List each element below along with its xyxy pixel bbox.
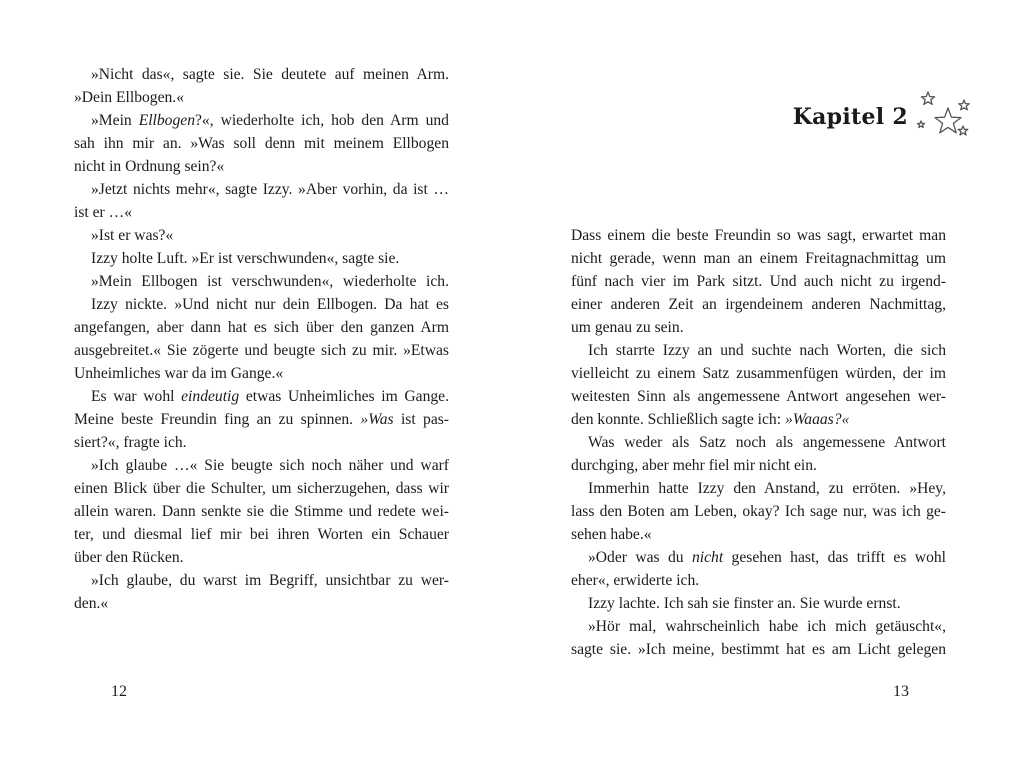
text-line bbox=[571, 454, 946, 477]
star-icon-large bbox=[935, 108, 961, 133]
text-run: Izzy nickte. »Und nicht nur dein Ellbogen. Da hat es bbox=[91, 296, 449, 313]
emphasized-text: nicht bbox=[691, 549, 724, 566]
right-page-text bbox=[571, 224, 946, 661]
text-run: »Dein Ellbogen.« bbox=[74, 89, 185, 106]
emphasized-text: eindeutig bbox=[181, 388, 240, 405]
text-run: Ich starrte Izzy an und suchte nach Worten, die sich bbox=[588, 342, 946, 359]
chapter-title: Kapitel 2 bbox=[792, 104, 908, 130]
text-line bbox=[571, 431, 946, 454]
text-run: einen Blick über die Schulter, um sicherzugehen, dass wir bbox=[74, 480, 449, 497]
text-line bbox=[74, 408, 449, 431]
text-line bbox=[571, 362, 946, 385]
text-line bbox=[74, 523, 449, 546]
text-run: Immerhin hatte Izzy den Anstand, zu erröten. »Hey, bbox=[588, 480, 946, 497]
text-run: Es war wohl bbox=[91, 388, 182, 405]
emphasized-text: »Waaas?« bbox=[784, 411, 850, 428]
text-run: siert?«, fragte ich. bbox=[74, 434, 187, 451]
text-run: allein waren. Dann senkte sie die Stimme und redete wei- bbox=[74, 503, 449, 520]
text-line bbox=[571, 339, 946, 362]
text-line bbox=[74, 362, 449, 385]
text-line bbox=[571, 500, 946, 523]
text-run: Meine beste Freundin fing an zu spinnen. bbox=[74, 411, 361, 428]
text-line bbox=[571, 523, 946, 546]
text-line bbox=[571, 316, 946, 339]
text-line bbox=[74, 569, 449, 592]
text-run: »Mein bbox=[91, 112, 139, 129]
text-line bbox=[74, 316, 449, 339]
text-line bbox=[74, 385, 449, 408]
text-run: nicht gerade, wenn man an einem Freitagnachmittag um bbox=[571, 250, 946, 267]
text-line bbox=[74, 86, 449, 109]
text-run: Izzy holte Luft. »Er ist verschwunden«, sagte sie. bbox=[91, 250, 400, 267]
text-line bbox=[571, 270, 946, 293]
emphasized-text: »Was bbox=[360, 411, 394, 428]
text-line bbox=[571, 385, 946, 408]
text-run: fünf nach vier im Park sitzt. Und auch nicht zu irgend- bbox=[571, 273, 946, 290]
text-line bbox=[571, 546, 946, 569]
decorative-stars-icon bbox=[912, 88, 974, 146]
text-line bbox=[571, 293, 946, 316]
left-page-text bbox=[74, 63, 449, 615]
text-run: lass den Boten am Leben, okay? Ich sage nur, was ich ge- bbox=[571, 503, 946, 520]
text-line bbox=[74, 454, 449, 477]
text-line bbox=[74, 546, 449, 569]
text-run: über den Rücken. bbox=[74, 549, 184, 566]
text-run: »Jetzt nichts mehr«, sagte Izzy. »Aber vorhin, da ist … bbox=[91, 181, 449, 198]
text-line bbox=[74, 247, 449, 270]
text-run: »Oder was du bbox=[588, 549, 692, 566]
text-line bbox=[571, 477, 946, 500]
text-line bbox=[74, 109, 449, 132]
text-run: Unheimliches war da im Gange.« bbox=[74, 365, 284, 382]
text-line bbox=[571, 592, 946, 615]
text-line bbox=[74, 339, 449, 362]
text-line bbox=[571, 638, 946, 661]
text-run: einer anderen Zeit an irgendeinem anderen Nachmittag, bbox=[571, 296, 946, 313]
text-line bbox=[74, 63, 449, 86]
text-run: sah ihn mir an. »Was soll denn mit meinem Ellbogen bbox=[74, 135, 449, 152]
text-run: weitesten Sinn als angemessene Antwort angesehen wer- bbox=[571, 388, 946, 405]
text-run: »Ist er was?« bbox=[91, 227, 174, 244]
emphasized-text: Ellbogen bbox=[138, 112, 195, 129]
text-line bbox=[74, 592, 449, 615]
text-run: »Ich glaube …« Sie beugte sich noch näher und warf bbox=[91, 457, 449, 474]
text-run: Was weder als Satz noch als angemessene Antwort bbox=[588, 434, 946, 451]
text-run: gesehen hast, das trifft es wohl bbox=[723, 549, 946, 566]
text-run: »Mein Ellbogen ist verschwunden«, wiederholte ich. bbox=[91, 273, 449, 290]
text-run: um genau zu sein. bbox=[571, 319, 684, 336]
right-page bbox=[510, 0, 1020, 775]
text-line bbox=[74, 201, 449, 224]
text-line bbox=[74, 178, 449, 201]
star-icon-small-bottom bbox=[958, 126, 968, 135]
text-run: sehen habe.« bbox=[571, 526, 652, 543]
text-run: ter, und diesmal lief mir bei ihren Worten ein Schauer bbox=[74, 526, 449, 543]
text-line bbox=[74, 132, 449, 155]
text-line bbox=[571, 569, 946, 592]
text-run: ?«, wiederholte ich, hob den Arm und bbox=[195, 112, 449, 129]
text-run: »Hör mal, wahrscheinlich habe ich mich getäuscht«, bbox=[588, 618, 946, 635]
text-run: Dass einem die beste Freundin so was sagt, erwartet man bbox=[571, 227, 946, 244]
text-line bbox=[74, 224, 449, 247]
text-run: nicht in Ordnung sein?« bbox=[74, 158, 225, 175]
star-icon-small-right bbox=[959, 100, 969, 110]
text-run: durchging, aber mehr fiel mir nicht ein. bbox=[571, 457, 817, 474]
text-run: »Ich glaube, du warst im Begriff, unsichtbar zu wer- bbox=[91, 572, 449, 589]
text-line bbox=[74, 155, 449, 178]
text-run: den.« bbox=[74, 595, 109, 612]
text-run: angefangen, aber dann hat es sich über den ganzen Arm bbox=[74, 319, 449, 336]
text-line bbox=[571, 615, 946, 638]
page-number-right: 13 bbox=[893, 683, 909, 700]
text-line bbox=[74, 500, 449, 523]
text-run: »Nicht das«, sagte sie. Sie deutete auf meinen Arm. bbox=[91, 66, 449, 83]
text-run: etwas Unheimliches im Gange. bbox=[239, 388, 449, 405]
star-icon-small-top bbox=[921, 92, 934, 104]
text-run: ausgebreitet.« Sie zögerte und beugte sich zu mir. »Etwas bbox=[74, 342, 449, 359]
text-run: eher«, erwiderte ich. bbox=[571, 572, 700, 589]
text-line bbox=[74, 431, 449, 454]
text-run: sagte sie. »Ich meine, bestimmt hat es am Licht gelegen bbox=[571, 641, 946, 658]
text-line bbox=[74, 293, 449, 316]
text-line bbox=[571, 224, 946, 247]
text-line bbox=[74, 270, 449, 293]
text-line bbox=[74, 477, 449, 500]
text-run: ist er …« bbox=[74, 204, 133, 221]
text-run: Izzy lachte. Ich sah sie finster an. Sie wurde ernst. bbox=[588, 595, 901, 612]
text-run: vielleicht zu einem Satz zusammenfügen würden, der im bbox=[571, 365, 946, 382]
text-run: ist pas- bbox=[393, 411, 449, 428]
text-line bbox=[571, 408, 946, 431]
star-icon-tiny-left bbox=[918, 121, 925, 127]
page-number-left: 12 bbox=[111, 683, 127, 700]
text-run: den konnte. Schließlich sagte ich: bbox=[571, 411, 785, 428]
text-line bbox=[571, 247, 946, 270]
